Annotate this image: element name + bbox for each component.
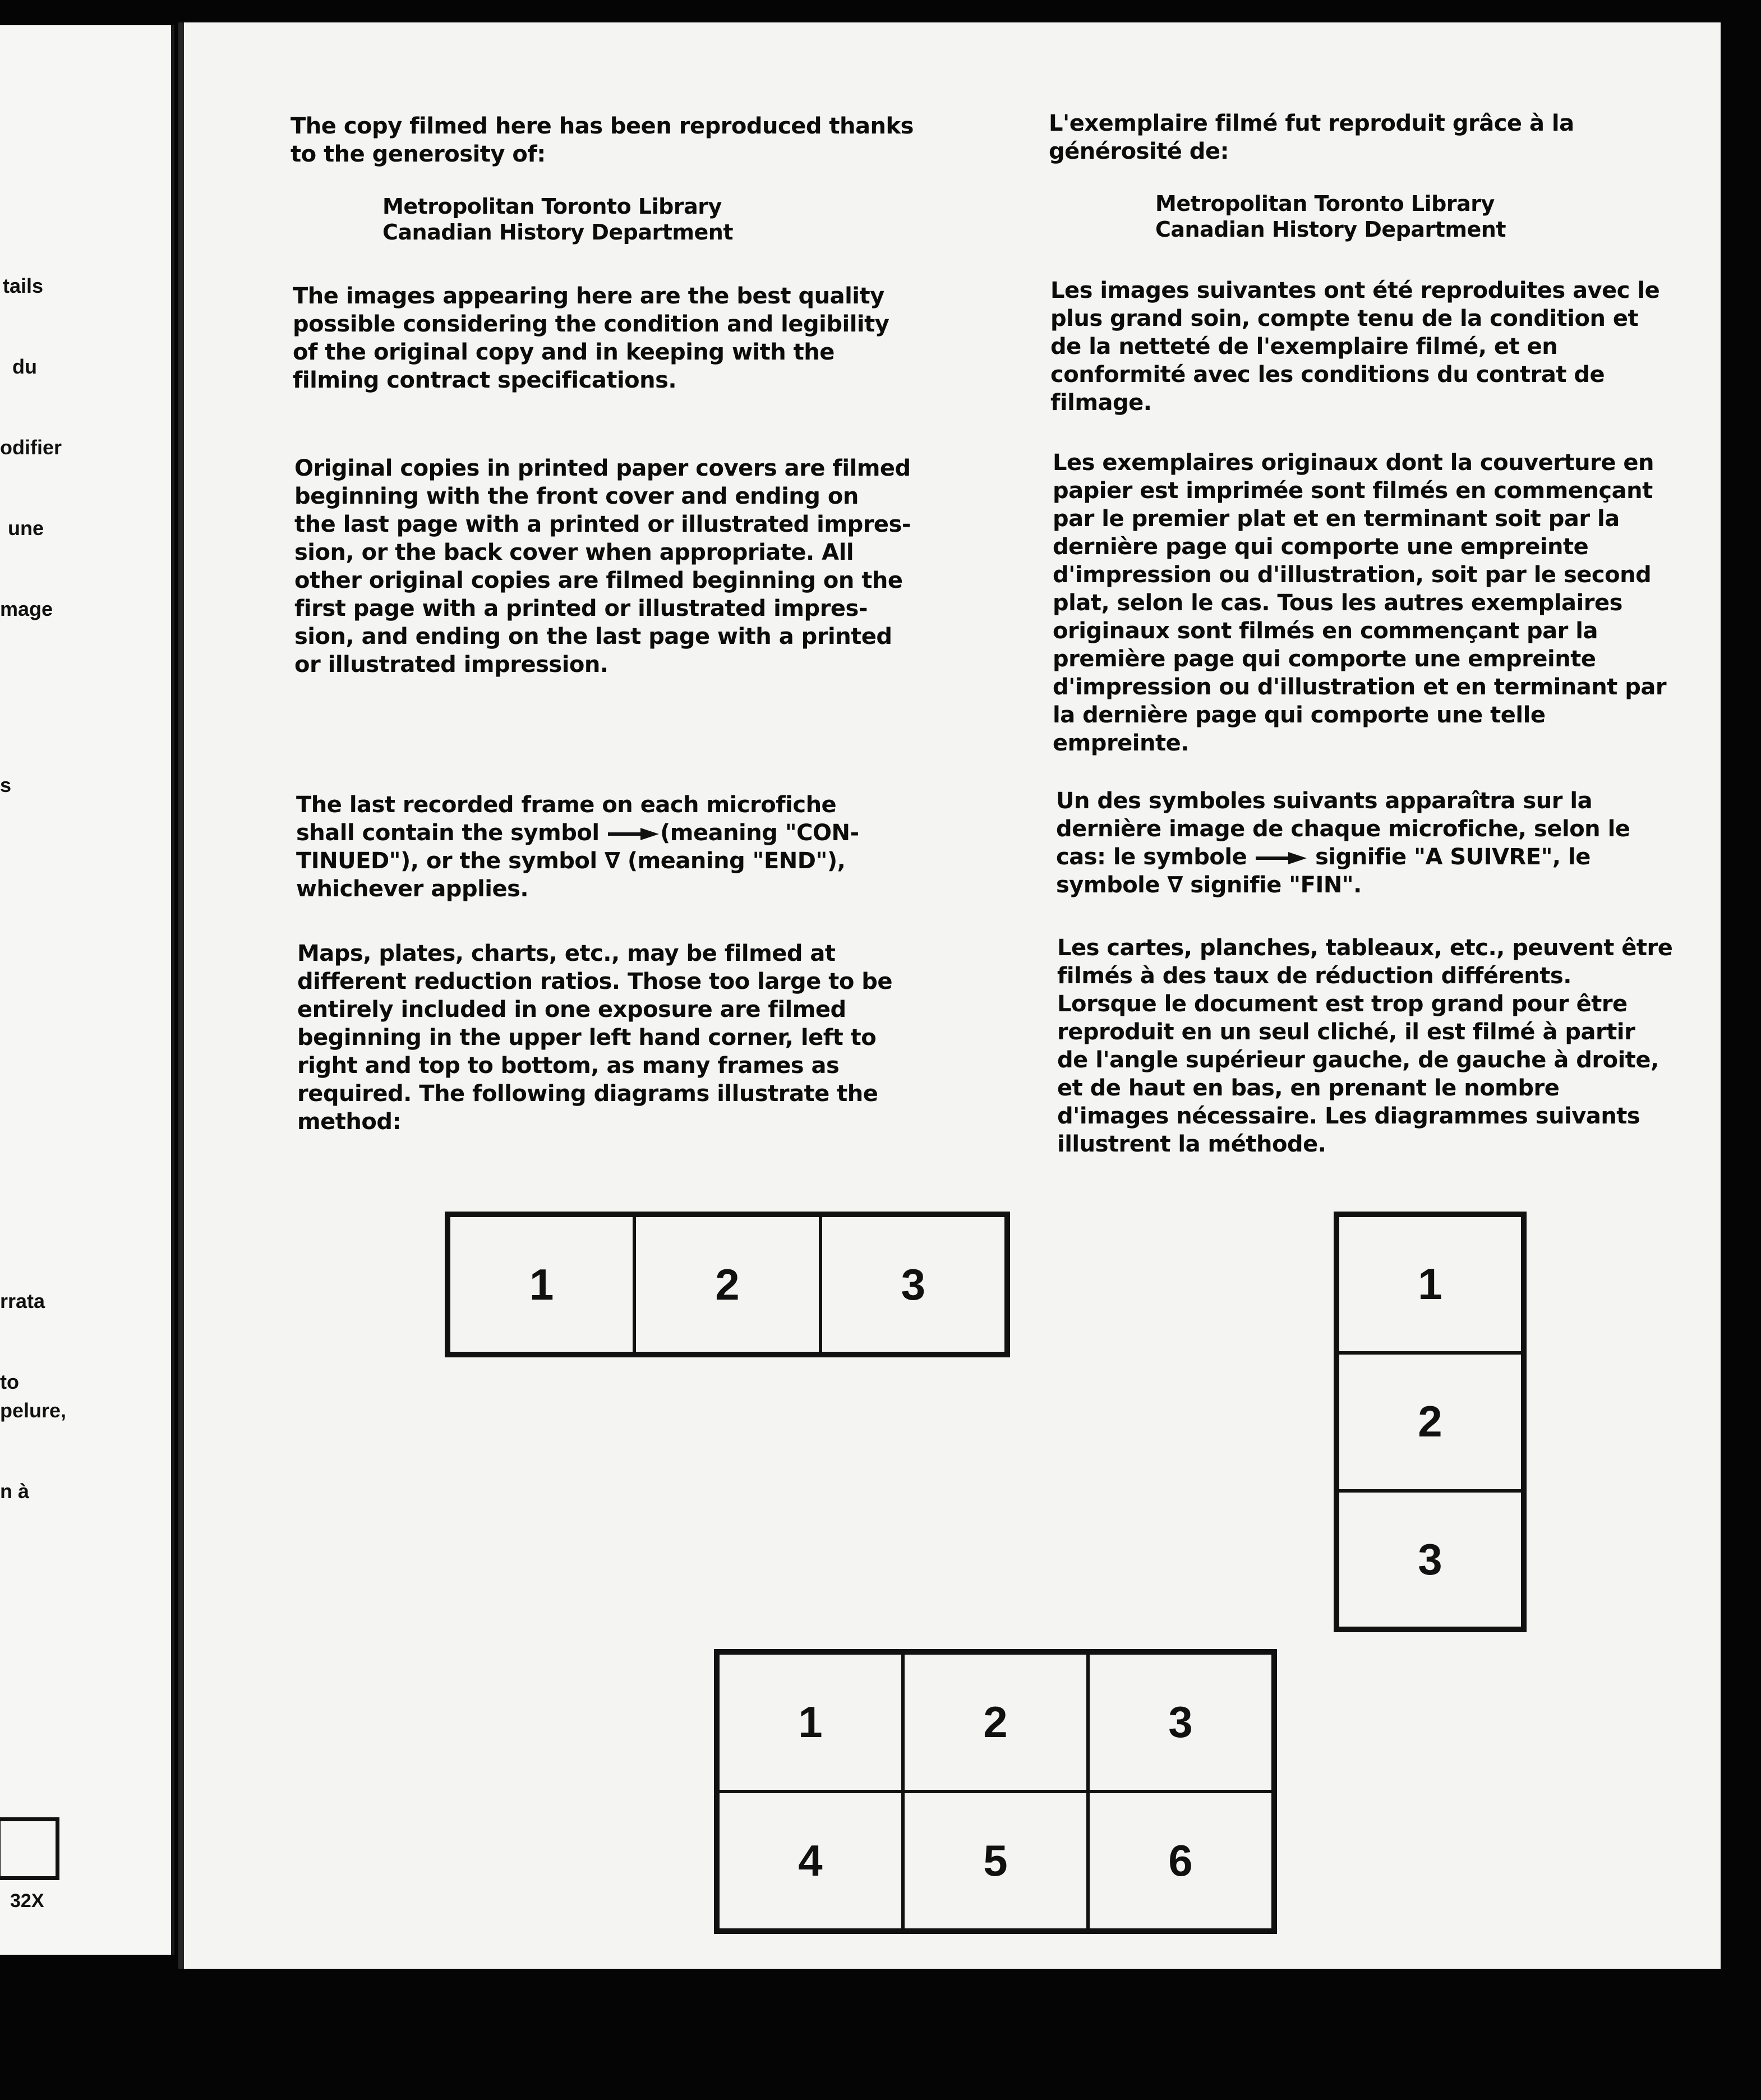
edge-line: rrata <box>0 1290 45 1312</box>
frame-cell: 1 <box>718 1653 903 1792</box>
text-line: entirely included in one exposure are filmed <box>297 997 846 1023</box>
edge-line: une <box>8 517 44 540</box>
previous-page-edge <box>0 25 174 1955</box>
text-line: d'images nécessaire. Les diagrammes suivants <box>1057 1103 1640 1129</box>
english-symbols-paragraph <box>296 791 859 903</box>
text-line: dernière page qui comporte une empreinte <box>1053 534 1589 560</box>
frame-cell: 2 <box>903 1653 1088 1792</box>
text-line: sion, or the back cover when appropriate. All <box>294 540 854 565</box>
text-line <box>296 819 859 847</box>
text-line: dernière image de chaque microfiche, selon le <box>1056 816 1630 842</box>
reduction-scale-box <box>0 1817 59 1880</box>
text-line: Les images suivantes ont été reproduites avec le <box>1050 278 1660 303</box>
edge-line: mage <box>0 597 53 620</box>
french-library-name <box>1155 191 1506 242</box>
edge-line: du <box>12 355 37 378</box>
text-line: conformité avec les conditions du contrat de <box>1050 362 1605 388</box>
text-line: la dernière page qui comporte une telle <box>1053 702 1546 728</box>
english-originals-paragraph <box>294 454 911 679</box>
text-line: d'impression ou d'illustration, soit par le second <box>1053 562 1652 588</box>
text-line: whichever applies. <box>296 876 529 902</box>
diagram-grid-six-frames <box>714 1649 1277 1934</box>
reduction-scale-label: 32X <box>10 1890 44 1912</box>
text-line: première page qui comporte une empreinte <box>1053 646 1596 672</box>
english-quality-paragraph <box>293 282 889 394</box>
text-line: Lorsque le document est trop grand pour être <box>1057 991 1628 1017</box>
library-line: Canadian History Department <box>382 220 733 245</box>
text-line: Maps, plates, charts, etc., may be filmed at <box>297 941 836 966</box>
diagram-horizontal-three-frames <box>445 1212 1010 1357</box>
frame-cell: 4 <box>718 1792 903 1930</box>
continued-arrow-icon <box>607 826 660 842</box>
text-fragment: (meaning "END"), <box>627 848 846 874</box>
text-line: filming contract specifications. <box>293 367 677 393</box>
text-line: originaux sont filmés en commençant par la <box>1053 618 1598 644</box>
frame-cell: 2 <box>1338 1353 1523 1490</box>
edge-line: n à <box>0 1480 30 1503</box>
text-line: plus grand soin, compte tenu de la condition et <box>1050 306 1639 331</box>
french-quality-paragraph <box>1050 277 1659 417</box>
text-line: plat, selon le cas. Tous les autres exemplaires <box>1053 590 1622 616</box>
text-line: Les cartes, planches, tableaux, etc., peuvent être <box>1057 935 1673 961</box>
text-line: beginning in the upper left hand corner, left to <box>297 1025 877 1051</box>
library-line: Metropolitan Toronto Library <box>382 194 722 219</box>
text-line: reproduit en un seul cliché, il est filmé à partir <box>1057 1019 1635 1045</box>
frame-cell: 6 <box>1088 1792 1273 1930</box>
text-line: the last page with a printed or illustrated impres- <box>294 512 911 537</box>
edge-text-block-4 <box>0 1343 90 1559</box>
text-line: beginning with the front cover and ending on <box>294 483 859 509</box>
diagram-vertical-three-frames <box>1334 1212 1527 1632</box>
text-line: et de haut en bas, en prenant le nombre <box>1057 1075 1560 1101</box>
text-line: par le premier plat et en terminant soit par la <box>1053 506 1620 532</box>
text-line: sion, and ending on the last page with a printed <box>294 624 892 650</box>
frame-cell: 2 <box>634 1215 820 1353</box>
text-line <box>1056 843 1630 871</box>
edge-line: tails <box>3 274 44 297</box>
text-line: different reduction ratios. Those too large to be <box>297 969 893 994</box>
frame-cell: 5 <box>903 1792 1088 1930</box>
text-line: illustrent la méthode. <box>1057 1131 1326 1157</box>
end-triangle-icon: ∇ <box>605 848 620 874</box>
frame-cell: 3 <box>1338 1491 1523 1628</box>
frame-cell: 3 <box>820 1215 1006 1353</box>
text-fragment: cas: le symbole <box>1056 844 1247 870</box>
text-fragment: signifie "A SUIVRE", le <box>1315 844 1591 870</box>
text-line: right and top to bottom, as many frames as <box>297 1053 840 1079</box>
french-thanks <box>1049 109 1574 165</box>
edge-text-block-2 <box>0 718 90 853</box>
english-maps-paragraph <box>297 940 892 1136</box>
text-line: to the generosity of: <box>291 141 546 167</box>
text-line <box>1056 871 1630 899</box>
text-line: Un des symboles suivants apparaîtra sur la <box>1056 788 1593 814</box>
text-line: The images appearing here are the best quality <box>293 283 884 309</box>
text-line: The last recorded frame on each microfiche <box>296 792 837 818</box>
text-line: required. The following diagrams illustrate the <box>297 1081 878 1107</box>
text-line: possible considering the condition and legibility <box>293 311 889 337</box>
french-originals-paragraph <box>1053 449 1666 757</box>
text-line: générosité de: <box>1049 139 1229 164</box>
edge-line: to <box>0 1370 19 1393</box>
text-line: method: <box>297 1109 402 1135</box>
edge-line: s <box>0 773 12 796</box>
text-line: first page with a printed or illustrated impres- <box>294 596 868 621</box>
french-symbols-paragraph <box>1056 787 1630 899</box>
text-fragment: (meaning "CON- <box>660 820 859 846</box>
text-line: filmage. <box>1050 390 1152 416</box>
text-fragment: TINUED"), or the symbol <box>296 848 597 874</box>
frame-cell: 1 <box>449 1215 634 1353</box>
text-fragment: signifie "FIN". <box>1190 872 1362 898</box>
edge-text-block-1 <box>0 219 90 676</box>
edge-line: pelure, <box>0 1399 67 1422</box>
text-fragment: symbole <box>1056 872 1160 898</box>
text-line: de l'angle supérieur gauche, de gauche à droite, <box>1057 1047 1659 1073</box>
text-line: The copy filmed here has been reproduced thanks <box>291 113 914 139</box>
library-line: Canadian History Department <box>1155 217 1506 242</box>
english-library-name <box>382 194 733 245</box>
edge-line: odifier <box>0 436 62 459</box>
suivre-arrow-icon <box>1255 850 1308 867</box>
text-line: of the original copy and in keeping with the <box>293 339 835 365</box>
fin-triangle-icon: ∇ <box>1167 872 1183 898</box>
text-line: empreinte. <box>1053 730 1189 756</box>
text-line: de la netteté de l'exemplaire filmé, et en <box>1050 334 1558 360</box>
text-line: Original copies in printed paper covers are filmed <box>294 455 911 481</box>
text-line: d'impression ou d'illustration et en terminant par <box>1053 674 1667 700</box>
french-maps-paragraph <box>1057 934 1672 1158</box>
text-line: L'exemplaire filmé fut reproduit grâce à la <box>1049 110 1574 136</box>
text-line <box>296 847 859 875</box>
text-line: other original copies are filmed beginning on the <box>294 568 903 593</box>
text-line: papier est imprimée sont filmés en commençant <box>1053 478 1653 504</box>
text-line: filmés à des taux de réduction différents. <box>1057 963 1571 989</box>
text-line: or illustrated impression. <box>294 652 608 678</box>
text-line: Les exemplaires originaux dont la couverture en <box>1053 450 1654 476</box>
frame-cell: 1 <box>1338 1215 1523 1353</box>
frame-cell: 3 <box>1088 1653 1273 1792</box>
library-line: Metropolitan Toronto Library <box>1155 191 1495 216</box>
text-fragment: shall contain the symbol <box>296 820 600 846</box>
english-thanks <box>291 112 914 168</box>
